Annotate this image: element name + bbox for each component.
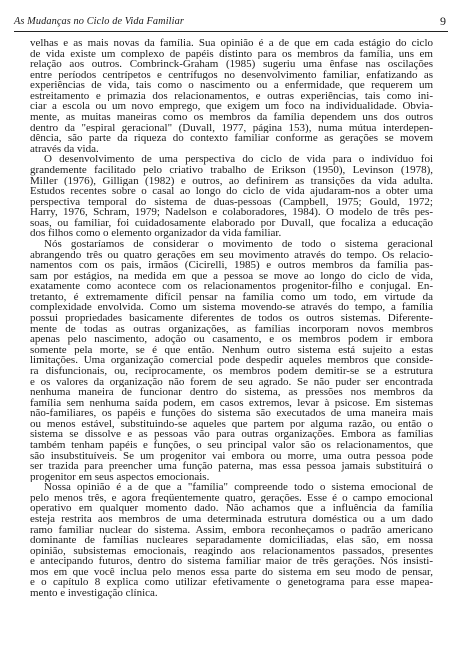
paragraph [30,154,433,239]
text-line: ser trazida para preencher uma função paterna, mas essa pessoa jamais substituirá o [30,461,433,472]
text-line: dência, são parte da riqueza do contexto familiar conforme as gerações se movem [30,133,433,144]
text-line: e antecipando futuros, dentro do sistema familiar maior de três gerações. Nós insisti- [30,556,433,567]
text-line: mos em que você inclua pelo menos essa parte do sistema em seu modo de pensar, [30,566,433,578]
text-line: e o capítulo 8 explica como utilizar efetivamente o genetograma para esse mapea- [30,577,433,589]
text-line: soas, ou familiar, foi cuidadosamente elaborado por Duvall, que focaliza a educação [30,217,433,229]
text-line: família sem nenhuma saída podem, em casos extremos, levar à psicose. Em sistemas [30,397,433,409]
text-line: mento e investigação clínica. [30,588,158,599]
header-rule [14,31,448,32]
text-line: possui propriedades basicamente diferentes de todos os outros sistemas. Diferente- [30,313,433,324]
text-line: velhas e as mais novas da família. Sua opinião é a de que em cada estágio do ciclo [30,38,433,49]
text-line: limitações. Uma organização comercial pode despedir aqueles membros que conside- [30,355,433,366]
text-line: dentro da "espiral geracional" (Duvall, 1977, página 153), numa mútua interdepen- [30,122,433,134]
text-line: ramo familiar nuclear do sistema. Assim, embora reconheçamos o padrão americano [30,524,433,536]
text-line: perspectiva temporal do sistema de duas-pessoas (Campbell, 1975; Gould, 1972; [30,196,433,208]
text-line: esteja restrita aos membros de uma determinada estrutura doméstica ou a um dado [30,514,433,525]
text-line: grandemente facilitado pelo criativo trabalho de Erikson (1950), Levinson (1978), [30,164,433,176]
text-line: mente, as muitas maneiras como os membros da família dependem uns dos outros [30,112,433,123]
body-text [30,38,433,599]
text-line: Nossa opinião é a de que a "família" compreende todo o sistema emocional de [44,482,433,493]
text-line: e os valores da organização não forem de seu agrado. Se não puder ser encontrada [30,376,433,388]
text-line: são insubstituíveis. Se um progenitor vai embora ou morre, uma outra pessoa pode [30,450,433,462]
text-line: de vida existe um complexo de papéis distinto para os membros da família, uns em [30,48,433,60]
paragraph [30,239,433,482]
text-line: ciar a escola ou um novo emprego, que exigem um foco na individualidade. Obvia- [30,101,433,113]
text-line: complexidade envolvida. Como um sistema movendo-se através do tempo, a família [30,302,433,314]
text-line: relação aos outros. Combrinck-Graham (1985) sugeriu uma ênfase nas oscilações [30,59,433,70]
text-line: abrangendo três ou quatro gerações em seu movimento através do tempo. Os relacio- [30,249,433,261]
text-line: tretanto, é extremamente difícil pensar na família como um todo, em virtude da [30,291,433,303]
text-line: entre períodos centrípetos e centrífugos no desenvolvimento familiar, enfatizando as [30,69,433,81]
text-line: não-familiares, os papéis e funções do sistema são executados de uma maneira mais [30,408,433,419]
text-line: Miller (1976), Gilligan (1982) e outros, ao definirem as transições da vida adulta. [30,175,433,187]
text-line: sam por estágios, na medida em que a pessoa se move ao longo do ciclo de vida, [30,270,433,282]
page-header [14,14,448,30]
text-line: namentos com os pais, irmãos (Cicirelli, 1985) e outros membros da família pas- [30,260,433,271]
text-line: apenas pelo nascimento, adoção ou casamento, e os membros podem ir embora [30,334,433,345]
text-line: exatamente como acontece com os relacionamentos progenitor-filho e conjugal. En- [30,281,433,292]
text-line: opinião, subsistemas emocionais, reagindo aos relacionamentos passados, presentes [30,545,433,557]
text-line: ra disfuncionais, ou, reciprocamente, os membros podem demitir-se se a estrutura [30,365,433,377]
text-line: sistema se dissolve e as pessoas vão para outras organizações. Embora as famílias [30,429,433,440]
text-line: Harry, 1976, Schram, 1979; Nadelson e colaboradores, 1984). O modelo de três pes- [30,207,433,218]
text-line: progenitor em seus aspectos emocionais. [30,471,210,483]
text-line: operativo em qualquer momento dado. Não achamos que a influência da família [30,503,433,515]
page-number: 9 [440,14,446,28]
text-line: estreitamento e primazia dos relacionamentos, e outras experiências, tais como ini- [30,90,433,102]
paragraph [30,38,433,154]
text-line: pelo menos três, e agora freqüentemente quatro, gerações. Esse é o campo emocional [30,492,433,504]
text-line: dos filhos como o elemento organizador da vida familiar. [30,228,282,239]
text-line: Estudos recentes sobre o casal ao longo do ciclo de vida ajudaram-nos a obter uma [30,186,433,197]
text-line: experiências de vida, tais como o nascimento ou a enfermidade, que requerem um [30,80,433,91]
running-title: As Mudanças no Ciclo de Vida Familiar [14,16,184,27]
text-line: dominante de famílias nucleares separadamente domiciliadas, elas são, em nossa [30,535,433,546]
text-line: nenhuma maneira de funcionar dentro do sistema, as pressões nos membros da [30,387,433,398]
text-line: Nós gostaríamos de considerar o movimento de todo o sistema geracional [44,238,433,250]
paragraph [30,482,433,598]
text-line: através da vida. [30,143,99,155]
text-line: também tenham papéis e funções, o seu principal valor são os relacionamentos, que [30,439,433,451]
text-line: somente pela morte, se é que então. Nenhum outro sistema está sujeito a estas [30,344,433,356]
text-line: mente de todas as outras organizações, as famílias incorporam novos membros [30,323,433,335]
text-line: O desenvolvimento de uma perspectiva do ciclo de vida para o indivíduo foi [44,154,433,165]
text-line: ou menos estável, substituindo-se aqueles que partem por alguma razão, ou então o [30,418,433,430]
